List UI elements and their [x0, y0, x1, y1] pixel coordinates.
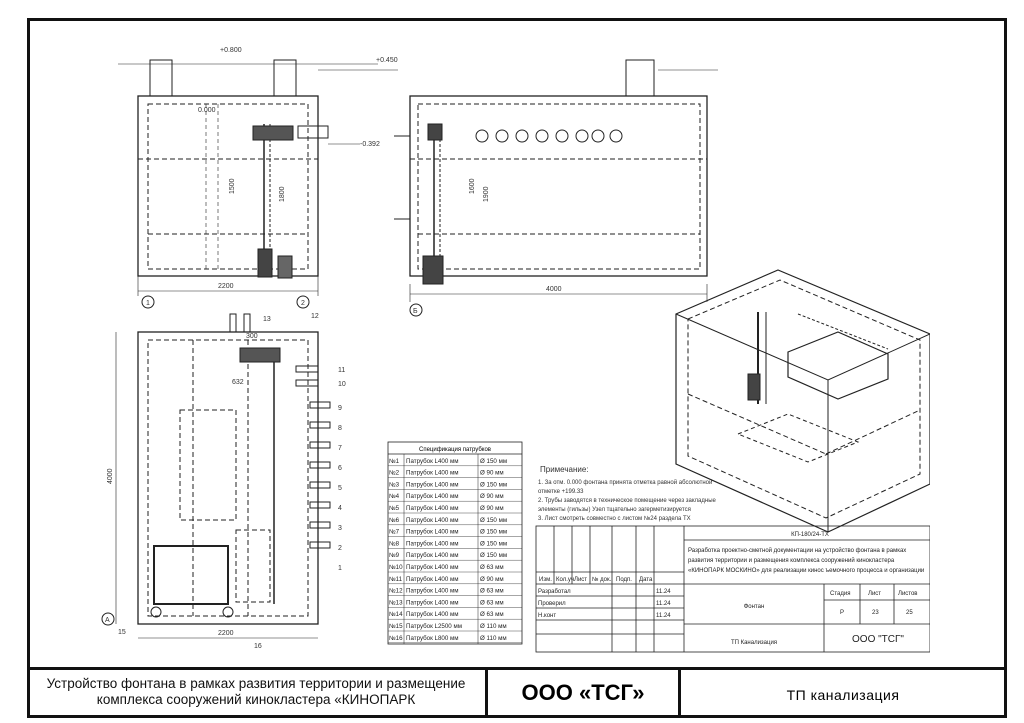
elev-top-label: +0.800: [220, 47, 242, 54]
spec-table-cell: Патрубок L400 мм: [406, 528, 459, 536]
nozzle-4-label: 4: [338, 505, 342, 512]
dim-4000-b: 4000: [546, 286, 562, 293]
stage-value: Р: [840, 610, 845, 616]
footer-description: Устройство фонтана в рамках развития территории и размещение комплекса сооружений кинокластера «КИНОПАРК: [46, 676, 466, 707]
note-line: элементы (гильзы) Узел тщательно загерметизируется: [538, 507, 691, 513]
axis-a-label: A: [105, 617, 110, 624]
dim-1900-b: 1900: [483, 186, 490, 202]
dim-632: 632: [232, 379, 244, 386]
spec-table-cell: №16: [389, 634, 403, 642]
spec-table-cell: №6: [389, 516, 400, 524]
spec-table-cell: №9: [389, 552, 400, 560]
spec-table-cell: Патрубок L400 мм: [406, 516, 459, 524]
spec-table-cell: №4: [389, 493, 400, 501]
spec-table-cell: №7: [389, 528, 400, 536]
spec-table-cell: Патрубок L2500 мм: [406, 623, 462, 630]
long-section-view: [394, 60, 718, 316]
spec-table-cell: Патрубок L800 мм: [406, 634, 459, 642]
nozzle-15-label: 15: [118, 629, 126, 636]
spec-table-cell: Патрубок L400 мм: [406, 564, 459, 571]
notes-block: [538, 465, 717, 522]
spec-table-cell: Ø 150 мм: [480, 516, 508, 524]
axis-2-label: 2: [301, 300, 305, 307]
spec-table-cell: №3: [389, 481, 400, 489]
date-value: 11.24: [656, 601, 671, 607]
spec-table-cell: №11: [389, 575, 403, 583]
spec-table-cell: Ø 63 мм: [480, 611, 504, 619]
stamp-desc-line: «КИНОПАРК МОСКИНО» для реализации кинос ъемочного процесса и организации: [688, 568, 925, 574]
spec-table-cell: №13: [389, 599, 403, 607]
spec-table-cell: №15: [389, 623, 403, 630]
note-line: 2. Трубы заводятся в техническое помещение через закладные: [538, 498, 716, 504]
spec-table-cell: №10: [389, 564, 403, 571]
spec-table-cell: Патрубок L400 мм: [406, 469, 459, 477]
footer-doc-title: ТП канализация: [786, 687, 900, 703]
spec-table-cell: Патрубок L400 мм: [406, 481, 459, 489]
spec-table-cell: Ø 90 мм: [480, 493, 504, 501]
elev-neg-label: -0.392: [360, 141, 380, 148]
spec-table-cell: №14: [389, 611, 403, 619]
spec-table-cell: Ø 110 мм: [480, 623, 507, 630]
spec-table-cell: Ø 150 мм: [480, 481, 508, 489]
stamp-desc-line: Разработка проектно-сметной документации на устройство фонтана в рамках: [688, 548, 907, 554]
spec-table: [388, 442, 522, 644]
nozzle-9-label: 9: [338, 405, 342, 412]
nozzle-13-label: 13: [263, 316, 271, 323]
spec-table-cell: Патрубок L400 мм: [406, 540, 459, 548]
spec-table-cell: №2: [389, 469, 400, 477]
sheet-label: Лист: [868, 591, 882, 597]
date-value: 11.24: [656, 589, 671, 595]
spec-table-cell: Патрубок L400 мм: [406, 599, 459, 607]
col-header-podp: Подп.: [616, 577, 632, 583]
spec-table-cell: Ø 150 мм: [480, 552, 508, 560]
note-line: 1. За отм. 0.000 фонтана принята отметка равной абсолютной: [538, 480, 713, 486]
stamp-desc-line: развития территории и размещения комплекса сооружений кинокластера: [688, 558, 895, 564]
sheet-footer: [30, 667, 1004, 720]
nozzle-8-label: 8: [338, 425, 342, 432]
footer-company: ООО «ТСГ»: [485, 670, 681, 718]
elev-zero-label: 0.000: [198, 107, 216, 114]
spec-table-cell: Ø 63 мм: [480, 599, 504, 607]
stamp-code: КП-180/24-ТХ: [791, 532, 829, 538]
stage-label: Стадия: [830, 591, 851, 597]
spec-table-cell: Ø 150 мм: [480, 457, 508, 465]
spec-table-cell: №5: [389, 505, 400, 512]
dim-1800-a: 1800: [279, 186, 286, 202]
spec-table-cell: Патрубок L400 мм: [406, 587, 459, 595]
dim-2200-c: 2200: [218, 630, 234, 637]
nozzle-6-label: 6: [338, 465, 342, 472]
axis-1-label: 1: [146, 300, 150, 307]
axis-b-label: Б: [413, 308, 418, 315]
dim-2200-a: 2200: [218, 283, 234, 290]
dim-1500-a: 1500: [229, 178, 236, 194]
role-developed: Разработал: [538, 589, 571, 595]
plan-view: [102, 314, 330, 638]
note-line: 3. Лист смотреть совместно с листом №24 раздела ТХ: [538, 516, 691, 522]
elev-right-label: +0.450: [376, 57, 398, 64]
col-header-koluch: Кол.уч: [556, 577, 574, 583]
nozzle-12-label: 12: [311, 313, 319, 320]
nozzle-1-label: 1: [338, 565, 342, 572]
title-block-text: [538, 532, 924, 646]
dim-1600-b: 1600: [469, 178, 476, 194]
nozzle-7-label: 7: [338, 445, 342, 452]
technical-drawing: [98, 44, 930, 654]
col-header-list: Лист: [574, 577, 588, 583]
isometric-view: [676, 270, 930, 532]
col-header-izm: Изм.: [539, 577, 552, 583]
object-name: Фонтан: [743, 604, 765, 610]
spec-table-cell: Ø 110 мм: [480, 634, 507, 642]
nozzle-2-label: 2: [338, 545, 342, 552]
nozzle-16-label: 16: [254, 643, 262, 650]
sheet-value: 23: [872, 610, 879, 616]
note-line: отметке +199.33: [538, 489, 584, 495]
front-section-view: [118, 60, 398, 308]
spec-table-cell: Патрубок L400 мм: [406, 611, 459, 619]
spec-table-cell: Ø 150 мм: [480, 540, 508, 548]
dim-300: 300: [246, 333, 258, 340]
role-checked: Проверил: [538, 601, 566, 607]
spec-table-cell: Ø 90 мм: [480, 575, 504, 583]
spec-table-cell: Ø 63 мм: [480, 564, 504, 571]
spec-table-cell: Патрубок L400 мм: [406, 493, 459, 501]
spec-table-cell: Патрубок L400 мм: [406, 457, 459, 465]
nozzle-5-label: 5: [338, 485, 342, 492]
spec-table-cell: Патрубок L400 мм: [406, 575, 459, 583]
section-name: ТП Канализация: [730, 640, 778, 646]
col-header-ndok: № док.: [592, 577, 612, 583]
spec-table-title: Спецификация патрубков: [419, 447, 491, 453]
date-value: 11.24: [656, 613, 671, 619]
sheets-value: 25: [906, 610, 913, 616]
dim-4000-c: 4000: [107, 468, 114, 484]
sheets-label: Листов: [898, 591, 918, 597]
stamp-company: ООО "ТСГ": [852, 634, 904, 645]
spec-table-cell: №1: [389, 457, 400, 465]
nozzle-10-label: 10: [338, 381, 346, 388]
spec-table-cell: Патрубок L400 мм: [406, 552, 459, 560]
col-header-data: Дата: [639, 577, 653, 583]
spec-table-cell: №12: [389, 587, 403, 595]
spec-table-cell: Ø 90 мм: [480, 505, 504, 512]
nozzle-3-label: 3: [338, 525, 342, 532]
spec-table-cell: Ø 90 мм: [480, 469, 504, 477]
spec-table-cell: Ø 63 мм: [480, 587, 504, 595]
nozzle-11-label: 11: [338, 367, 346, 374]
spec-table-cell: №8: [389, 540, 400, 548]
notes-title: Примечание:: [540, 465, 589, 474]
spec-table-cell: Патрубок L400 мм: [406, 505, 459, 512]
drawing-canvas: [98, 44, 930, 654]
spec-table-cell: Ø 150 мм: [480, 528, 508, 536]
role-nkont: Н.конт: [538, 613, 557, 619]
